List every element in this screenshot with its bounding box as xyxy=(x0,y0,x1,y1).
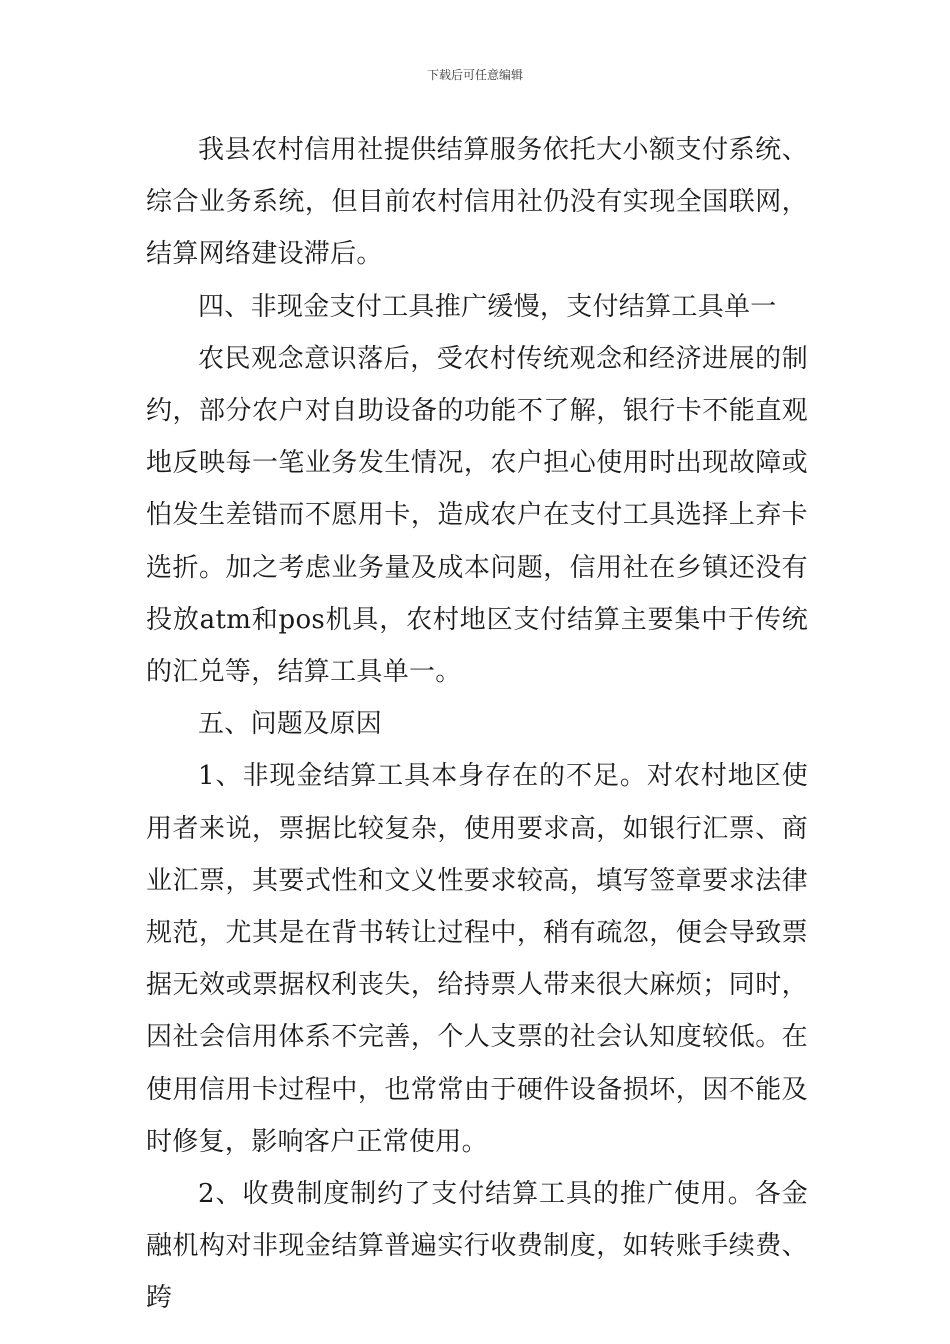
section-heading-five: 五、问题及原因 xyxy=(198,709,383,740)
document-body xyxy=(146,124,808,1325)
paragraph-tool-deficiency: 1、非现金结算工具本身存在的不足。对农村地区使用者来说，票据比较复杂，使用要求高，如银行汇票、商业汇票，其要式性和文义性要求较高，填写签章要求法律规范，尤其是在背书转让过程中，稍有疏忽，便会导致票据无效或票据权利丧失，给持票人带来很大麻烦；同时，因社会信用体系不完善，个人支票的社会认知度较低。在使用信用卡过程中，也常常由于硬件设备损坏，因不能及时修复，影响客户正常使用。 xyxy=(146,761,808,1157)
section-heading-four: 四、非现金支付工具推广缓慢，支付结算工具单一 xyxy=(198,291,777,322)
paragraph-settlement-network: 我县农村信用社提供结算服务依托大小额支付系统、综合业务系统，但目前农村信用社仍没有实现全国联网，结算网络建设滞后。 xyxy=(146,135,808,270)
paragraph-farmer-awareness: 农民观念意识落后，受农村传统观念和经济进展的制约，部分农户对自助设备的功能不了解，银行卡不能直观地反映每一笔业务发生情况，农户担心使用时出现故障或怕发生差错而不愿用卡，造成农户在支付工具选择上弃卡选折。加之考虑业务量及成本问题，信用社在乡镇还没有投放atm和pos机具，农村地区支付结算主要集中于传统的汇兑等，结算工具单一。 xyxy=(146,343,808,688)
page-header-note: 下载后可任意编辑 xyxy=(426,68,523,82)
paragraph-fee-system: 2、收费制度制约了支付结算工具的推广使用。各金融机构对非现金结算普遍实行收费制度，如转账手续费、跨 xyxy=(146,1179,808,1314)
